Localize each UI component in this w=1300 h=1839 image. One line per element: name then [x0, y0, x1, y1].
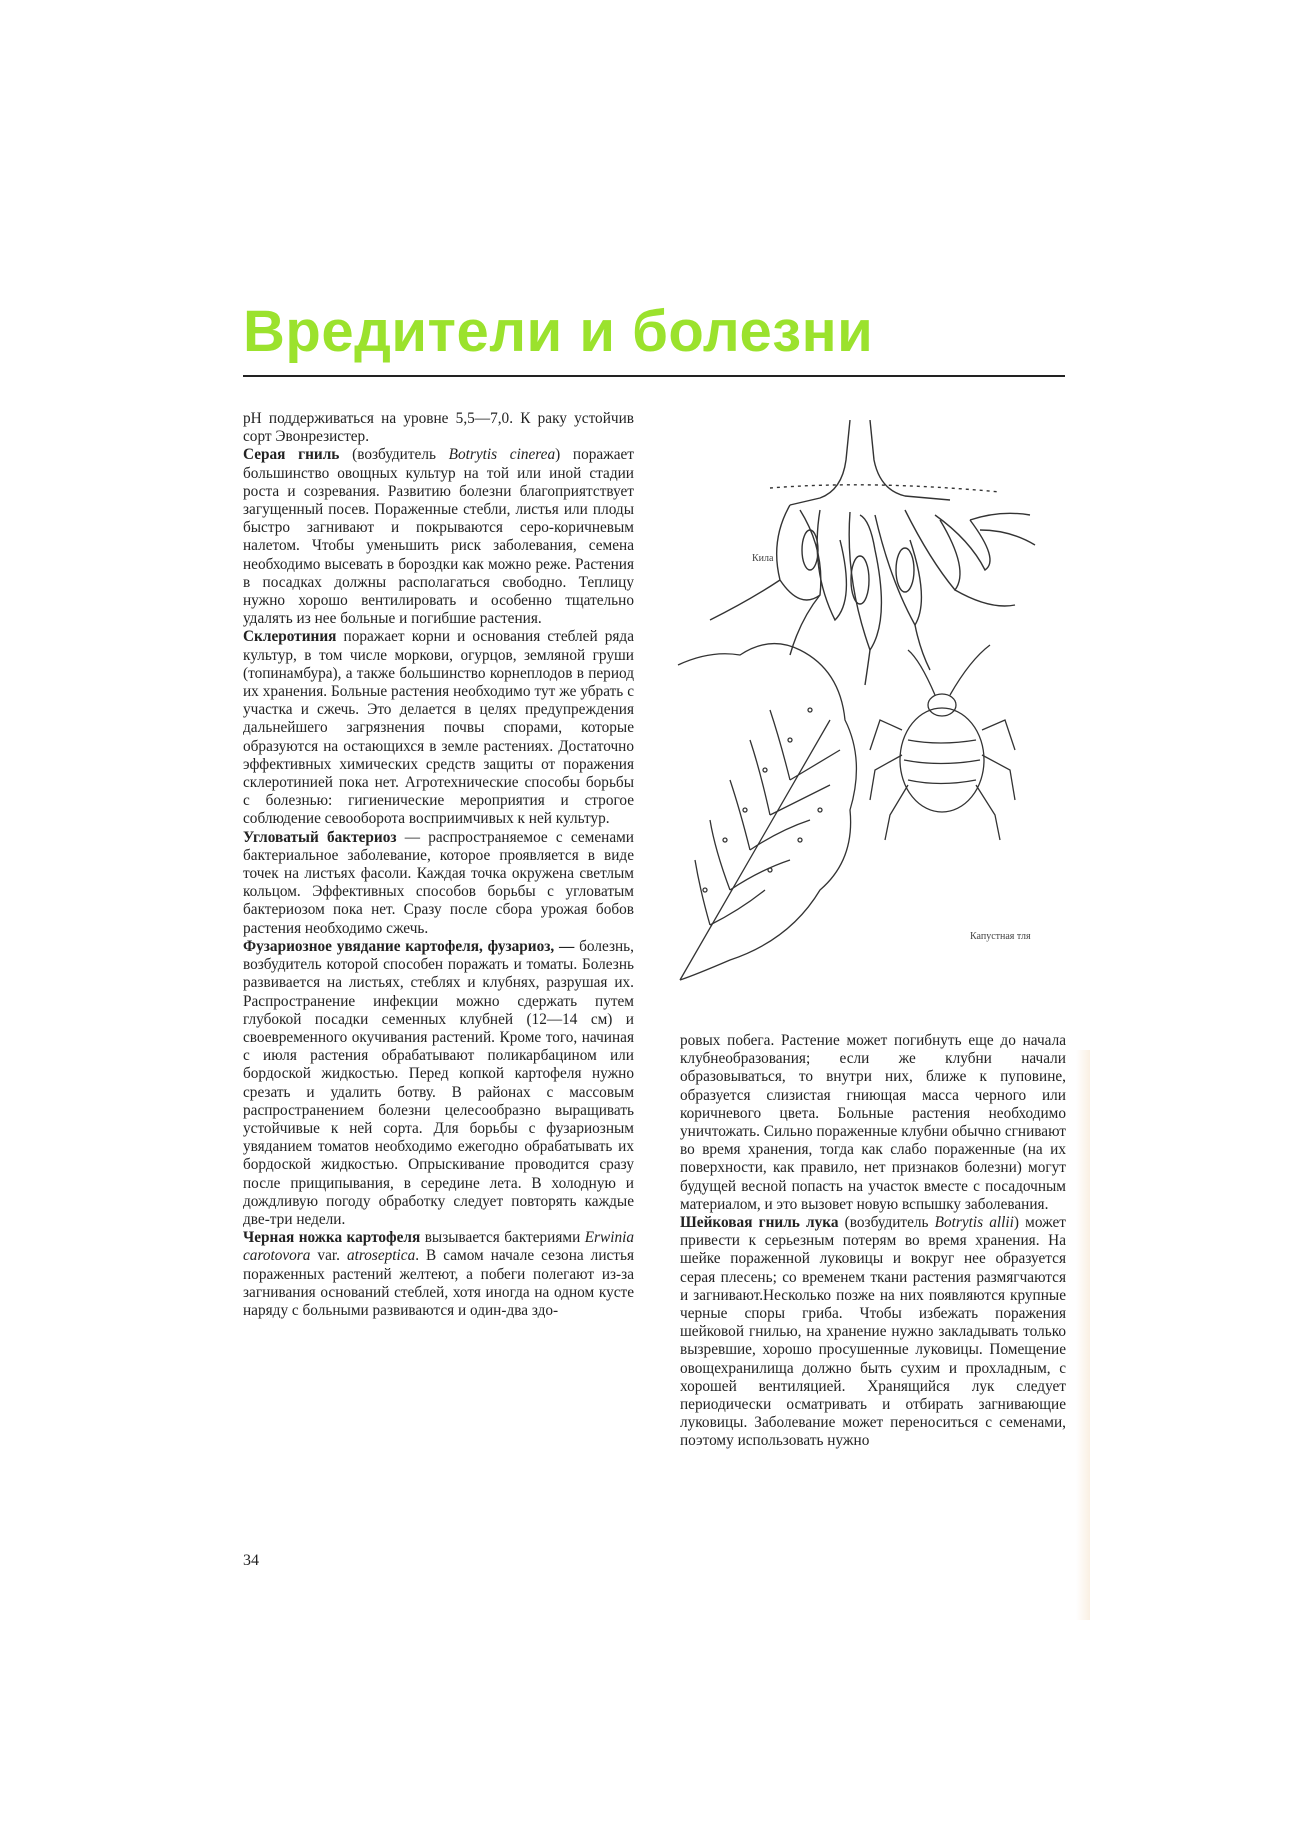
title-rule: [243, 375, 1065, 377]
paragraph-sclerotinia: [243, 628, 634, 828]
text-span: (возбудитель: [838, 1214, 935, 1232]
scientific-name: Botrytis allii: [934, 1214, 1014, 1232]
right-column: [680, 1032, 1066, 1451]
text-span: поражает корни и основания стеблей ряда культур, в том числе моркови, огурцов, земляной груши (топинамбура), а также большинство корнеплодов в период их хранения. Больные растения необходимо тут же убрать с участка и сжечь. Это делается в целях предупреждения дальнейшего загрязнения почвы спорами, которые образуются на остающихся в земле растениях. Достаточно эффективных химических средств защиты от поражения склеротинией пока нет. Агротехнические способы борьбы с болезнью: гигиенические мероприятия и строгое соблюдение севооборота восприимчивых к ней культур.: [243, 628, 634, 828]
paragraph-gray-rot: [243, 446, 634, 628]
scientific-name: atroseptica: [346, 1247, 416, 1265]
page-title: Вредители и болезни: [243, 299, 874, 364]
text-span: ) может привести к серьезным потерям во время хранения. На шейке пораженной луковицы и вокруг нее образуется серая плесень; со временем ткани растения размягчаются и загнивают.Несколько позже на них появляются крупные черные споры гриба. Чтобы избежать поражения шейковой гнилью, на хранение нужно закладывать только вызревшие, хорошо просушенные луковицы. Помещение овощехранилища должно быть сухим и прохладным, с хорошей вентиляцией. Хранящийся лук следует периодически осматривать и отбирать загнивающие луковицы. Заболевание может переноситься с семенами, поэтому использовать нужно: [680, 1214, 1066, 1450]
text-span: вызывается бактериями: [420, 1229, 585, 1247]
term-gray-rot: Серая гниль: [243, 446, 340, 464]
scientific-name: Botrytis cinerea: [448, 446, 556, 464]
cabbage-leaf-drawing: [678, 644, 856, 980]
term-blackleg: Черная ножка картофеля: [243, 1229, 421, 1247]
paragraph-blackleg: [243, 1229, 634, 1320]
term-sclerotinia: Склеротиния: [243, 628, 337, 646]
page-number: 34: [243, 1552, 259, 1569]
term-bacteriosis: Угловатый бактериоз: [243, 828, 397, 846]
left-column: [243, 410, 634, 1320]
text-span: ) поражает большинство овощных культур на той или иной стадии роста и созревания. Развитию болезни благоприятствует загущенный посев. Пораженные стебли, листья или плоды быстро загнивают и покрываются серо-коричневым налетом. Чтобы уменьшить риск заболевания, семена необходимо высевать в бороздки как можно реже. Растения в посадках должны располагаться свободно. Теплицу нужно хорошо вентилировать и особенно тщательно удалять из нее больные и погибшие растения.: [243, 446, 634, 628]
page-edge-shadow: [1076, 1050, 1090, 1620]
term-fusarium: Фузариозное увядание картофеля, фузариоз, —: [243, 937, 575, 955]
figure-label-clubroot: Кила: [752, 553, 774, 564]
paragraph-fusarium: [243, 938, 634, 1229]
illustration: [670, 420, 1070, 1025]
term-onion-neck-rot: Шейковая гниль лука: [680, 1214, 839, 1232]
text-span: — распространяемое с семенами бактериальное заболевание, которое проявляется в виде точек на листьях фасоли. Каждая точка окружена светлым кольцом. Эффективных способов борьбы с угловатым бактериозом пока нет. Сразу после сбора урожая бобов растения необходимо сжечь.: [243, 828, 634, 937]
paragraph-intro: pH поддерживаться на уровне 5,5—7,0. К раку устойчив сорт Эвонрезистер.: [243, 410, 634, 446]
text-span: болезнь, возбудитель которой способен поражать и томаты. Болезнь развивается на листьях, стеблях и клубнях, разрушая их. Распространение инфекции можно сдержать путем глубокой посадки семенных клубней (12—14 см) и своевременного окучивания растений. Кроме того, начиная с июля растения обрабатывают поликарбацином или бордоской жидкостью. Перед копкой картофеля нужно срезать и удалить ботву. В районах с массовым распространением болезни целесообразно выращивать устойчивые к ней сорта. Для борьбы с фузариозным увяданием томатов необходимо ежегодно обрабатывать их бордоской жидкостью. Опрыскивание проводится сразу после прищипывания, в середине лета. В холодную и дождливую погоду обработку следует повторять каждые две-три недели.: [243, 937, 634, 1228]
aphid-drawing: [870, 645, 1015, 840]
figure-label-aphid: Капустная тля: [970, 931, 1031, 942]
paragraph-blackleg-cont: ровых побега. Растение может погибнуть еще до начала клубнеобразования; если же клубни начали образовываться, то внутри них, ближе к пуповине, образуется слизистая гниющая масса черного или коричневого цвета. Больные растения необходимо уничтожать. Сильно пораженные клубни обычно сгнивают во время хранения, тогда как слабо пораженные (на их поверхности, как правило, нет признаков болезни) могут будущей весной попасть на участок вместе с посадочным материалом, и это вызовет новую вспышку заболевания.: [680, 1032, 1066, 1213]
text-span: (возбудитель: [339, 446, 449, 464]
scientific-name: Erwinia carotovora: [243, 1229, 634, 1265]
text-span: . В самом начале сезона листья пораженных растений желтеют, а побеги полегают из-за загнивания оснований стеблей, хотя иногда на одном кусте наряду с больными развиваются и один-два здо-: [243, 1247, 634, 1319]
text-span: var.: [310, 1247, 347, 1265]
paragraph-bacteriosis: [243, 829, 634, 938]
paragraph-onion-neck-rot: [680, 1214, 1066, 1451]
